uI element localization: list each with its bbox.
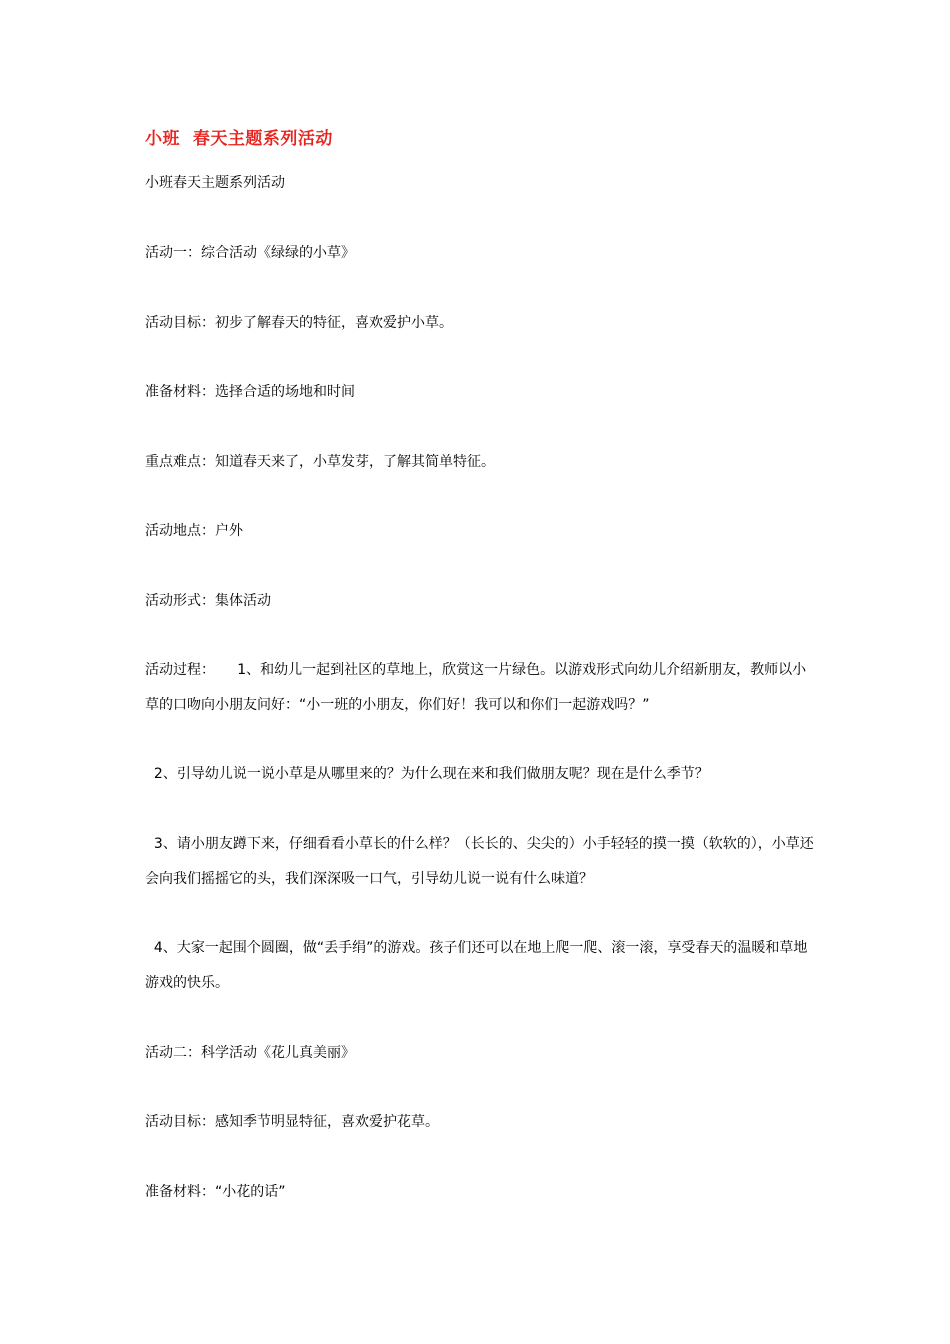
format-paragraph: 活动形式：集体活动 <box>145 593 271 609</box>
process-step-1-paragraph: 活动过程： 1、和幼儿一起到社区的草地上，欣赏这一片绿色。以游戏形式向幼儿介绍新朋友，教师以小草的口吻向小朋友问好：“小一班的小朋友，你们好！我可以和你们一起游戏吗？” <box>145 662 807 713</box>
process-step-2-paragraph: 2、引导幼儿说一说小草是从哪里来的？为什么现在来和我们做朋友呢？现在是什么季节？ <box>145 766 709 782</box>
subtitle-paragraph: 小班春天主题系列活动 <box>145 175 285 191</box>
activity-goal-paragraph: 活动目标：初步了解春天的特征，喜欢爱护小草。 <box>145 315 453 331</box>
activity-two-materials-paragraph: 准备材料：“小花的话” <box>145 1184 286 1200</box>
key-points-paragraph: 重点难点：知道春天来了，小草发芽，了解其简单特征。 <box>145 454 495 470</box>
materials-paragraph: 准备材料：选择合适的场地和时间 <box>145 384 355 400</box>
activity-two-heading: 活动二：科学活动《花儿真美丽》 <box>145 1045 355 1061</box>
process-step-3-paragraph: 3、请小朋友蹲下来，仔细看看小草长的什么样？（长长的、尖尖的）小手轻轻的摸一摸（软软的），小草还会向我们摇摇它的头，我们深深吸一口气，引导幼儿说一说有什么味道？ <box>145 836 814 887</box>
document-title: 小班 春天主题系列活动 <box>145 129 333 149</box>
activity-two-goal-paragraph: 活动目标：感知季节明显特征，喜欢爱护花草。 <box>145 1114 439 1130</box>
activity-one-heading: 活动一：综合活动《绿绿的小草》 <box>145 245 355 261</box>
process-step-4-paragraph: 4、大家一起围个圆圈，做“丢手绢”的游戏。孩子们还可以在地上爬一爬、滚一滚，享受春天的温暖和草地游戏的快乐。 <box>145 940 808 991</box>
location-paragraph: 活动地点：户外 <box>145 523 243 539</box>
